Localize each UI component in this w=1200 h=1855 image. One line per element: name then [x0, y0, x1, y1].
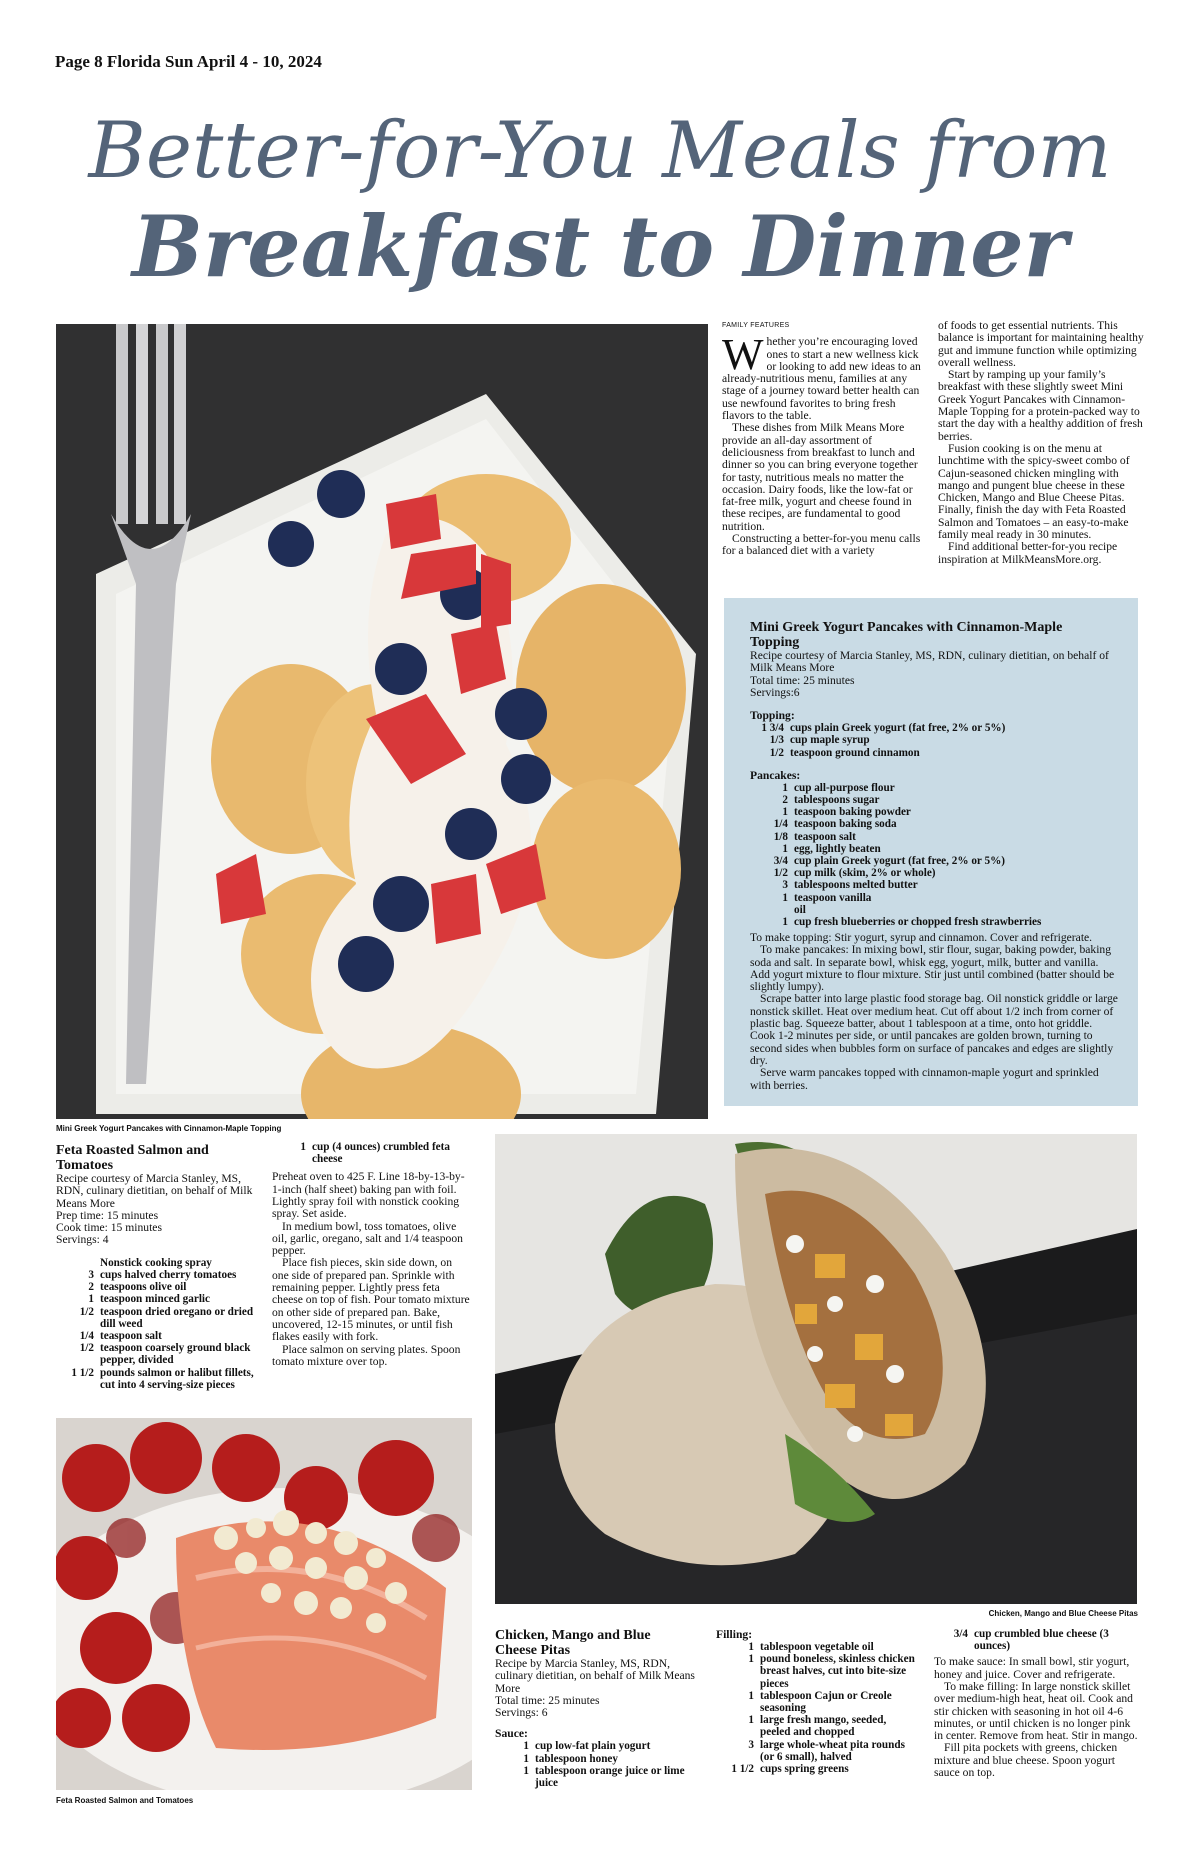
- ingredient-row: [716, 1690, 916, 1714]
- pitas-photo: [495, 1134, 1137, 1604]
- direction-paragraph: Place fish pieces, skin side down, on one side of prepared pan. Sprinkle with remaining pepper. Lightly press feta cheese on top of fish. Pour tomato mixture on other side of prepared pan. Bake, uncovered, 12-15 minutes, or until fish flakes easily with fork.: [272, 1256, 470, 1344]
- ingredient-row: [750, 916, 1112, 928]
- sauce-list: [495, 1740, 695, 1789]
- ingredient-row: [750, 806, 1112, 818]
- pancakes-photo: [56, 324, 708, 1119]
- recipe-meta: Servings: 6: [495, 1706, 548, 1720]
- ingredient-row: [272, 1141, 470, 1165]
- ingredient-row: [750, 892, 1112, 904]
- pancakes-recipe-title: Mini Greek Yogurt Pancakes with Cinnamon-Maple Topping: [750, 620, 1063, 650]
- ingredient-quantity: 1/2: [79, 1305, 94, 1318]
- salmon-photo-caption: Feta Roasted Salmon and Tomatoes: [56, 1796, 194, 1805]
- ingredient-quantity: 1/8: [773, 830, 788, 843]
- intro-paragraph: Find additional better-for-you recipe inspiration at MilkMeansMore.org.: [938, 540, 1118, 566]
- ingredient-text: pounds salmon or halibut fillets, cut into 4 serving-size pieces: [100, 1366, 254, 1391]
- ingredient-row: [495, 1765, 695, 1789]
- direction-paragraph: Preheat oven to 425 F. Line 18-by-13-by-1-inch (half sheet) baking pan with foil. Lightly spray foil with nonstick cooking spray. Set aside.: [272, 1170, 465, 1221]
- filling-label: Filling:: [716, 1628, 753, 1641]
- recipe-meta: Servings: 4: [56, 1233, 109, 1247]
- ingredient-text: teaspoon coarsely ground black pepper, divided: [100, 1342, 251, 1367]
- ingredient-quantity: 3/4: [773, 855, 788, 868]
- pitas-photo-caption: Chicken, Mango and Blue Cheese Pitas: [988, 1609, 1138, 1618]
- ingredient-row: [750, 794, 1112, 806]
- ingredient-row: [56, 1257, 256, 1269]
- intro-paragraph: Constructing a better-for-you menu calls for a balanced diet with a variety: [722, 532, 921, 558]
- filling-list: [716, 1641, 916, 1775]
- recipe-meta: Cook time: 15 minutes: [56, 1221, 162, 1235]
- recipe-meta: Recipe courtesy of Marcia Stanley, MS, RDN, culinary dietitian, on behalf of Milk Means More: [750, 649, 1109, 675]
- pancakes-label: Pancakes:: [750, 768, 801, 782]
- ingredient-quantity: 2: [782, 794, 788, 806]
- ingredient-text: tablespoons melted butter: [794, 879, 918, 892]
- ingredient-row: [750, 747, 1112, 759]
- ingredient-text: cups plain Greek yogurt (fat free, 2% or 5%): [790, 722, 1006, 735]
- pitas-recipe-column-3: [934, 1628, 1138, 1779]
- ingredient-row: [716, 1641, 916, 1653]
- ingredient-text: cup fresh blueberries or chopped fresh strawberries: [794, 916, 1042, 929]
- ingredient-quantity: 1: [782, 806, 788, 819]
- ingredient-row: [716, 1739, 916, 1763]
- headline-line-1: Better-for-You Meals from: [88, 106, 1112, 196]
- ingredient-text: large fresh mango, seeded, peeled and chopped: [760, 1714, 887, 1739]
- ingredient-row: [750, 818, 1112, 830]
- ingredient-quantity: 1: [523, 1752, 529, 1765]
- ingredient-text: cup plain Greek yogurt (fat free, 2% or 5%): [794, 855, 1005, 868]
- direction-paragraph: In medium bowl, toss tomatoes, olive oil, garlic, oregano, salt and 1/4 teaspoon pepper.: [272, 1219, 463, 1258]
- ingredient-text: tablespoon orange juice or lime juice: [535, 1764, 685, 1790]
- ingredient-row: [750, 831, 1112, 843]
- page-folio: Page 8 Florida Sun April 4 - 10, 2024: [55, 52, 322, 71]
- ingredient-text: teaspoon baking soda: [794, 818, 897, 831]
- ingredient-quantity: 1/2: [773, 867, 788, 880]
- ingredient-quantity: 1: [523, 1740, 529, 1753]
- recipe-meta: Total time: 25 minutes: [750, 673, 855, 687]
- ingredient-row: [56, 1342, 256, 1366]
- ingredient-quantity: 1: [748, 1641, 754, 1653]
- ingredient-quantity: 1: [782, 891, 788, 904]
- ingredient-text: large whole-wheat pita rounds (or 6 small), halved: [760, 1738, 905, 1763]
- intro-paragraph: Start by ramping up your family’s breakfast with these slightly sweet Mini Greek Yogurt Pancakes with Cinnamon-Maple Topping for a protein-packed way to start the day with a healthy addition of fresh berries.: [938, 368, 1143, 443]
- ingredient-quantity: 3: [88, 1268, 94, 1281]
- salmon-recipe-column-1: [56, 1143, 256, 1391]
- ingredient-text: teaspoon ground cinnamon: [790, 746, 920, 759]
- ingredient-quantity: 1 3/4: [761, 722, 784, 735]
- pitas-recipe-column-2: [716, 1628, 916, 1775]
- ingredient-text: pound boneless, skinless chicken breast halves, cut into bite-size pieces: [760, 1653, 915, 1690]
- sauce-label: Sauce:: [495, 1727, 528, 1741]
- ingredient-quantity: 1/3: [769, 734, 784, 747]
- ingredient-row: [750, 734, 1112, 746]
- salmon-ingredients-list: [56, 1257, 256, 1391]
- pancakes-recipe-box: [724, 598, 1138, 1106]
- pancake-directions: [750, 932, 1118, 1092]
- ingredient-row: [716, 1653, 916, 1690]
- ingredient-quantity: 1/2: [79, 1342, 94, 1355]
- intro-paragraph: These dishes from Milk Means More provide an all-day assortment of deliciousness from breakfast to lunch and dinner so you can bring everyone together for tasty, nutritious meals no matter the occasion. Dairy foods, like the low-fat or fat-free milk, yogurt and cheese found in these recipes, are fundamental to good nutrition.: [722, 421, 918, 533]
- kicker: FAMILY FEATURES: [722, 322, 790, 329]
- ingredient-row: [56, 1269, 256, 1281]
- ingredient-text: cup (4 ounces) crumbled feta cheese: [312, 1141, 450, 1166]
- recipe-meta: Prep time: 15 minutes: [56, 1208, 159, 1222]
- ingredient-quantity: 1: [88, 1293, 94, 1306]
- salmon-directions: [272, 1171, 470, 1368]
- ingredient-text: tablespoon honey: [535, 1752, 618, 1765]
- ingredient-quantity: 3/4: [953, 1628, 968, 1640]
- pitas-recipe-column-1: [495, 1628, 695, 1789]
- ingredient-quantity: 1/4: [79, 1330, 94, 1342]
- ingredient-quantity: 1: [782, 916, 788, 929]
- ingredient-quantity: 1/4: [773, 818, 788, 831]
- ingredient-quantity: 1: [523, 1764, 529, 1777]
- pancakes-photo-caption: Mini Greek Yogurt Pancakes with Cinnamon-Maple Topping: [56, 1124, 282, 1133]
- salmon-recipe-column-2: [272, 1141, 470, 1368]
- topping-label: Topping:: [750, 709, 795, 723]
- direction-paragraph: To make sauce: In small bowl, stir yogurt, honey and juice. Cover and refrigerate.: [934, 1655, 1130, 1681]
- pitas-recipe-title: Chicken, Mango and Blue Cheese Pitas: [495, 1628, 651, 1658]
- ingredient-text: tablespoon vegetable oil: [760, 1641, 874, 1653]
- ingredient-text: cups spring greens: [760, 1763, 849, 1776]
- ingredient-text: Nonstick cooking spray: [100, 1256, 212, 1269]
- ingredient-quantity: 1: [748, 1714, 754, 1727]
- recipe-meta: Servings:6: [750, 685, 800, 699]
- ingredient-row: [750, 904, 1112, 916]
- ingredient-row: [750, 843, 1112, 855]
- ingredient-quantity: 1: [300, 1141, 306, 1153]
- intro-column-1: [722, 320, 922, 558]
- ingredient-text: cup maple syrup: [790, 734, 870, 747]
- direction-paragraph: Fill pita pockets with greens, chicken mixture and blue cheese. Spoon yogurt sauce on top.: [934, 1741, 1118, 1780]
- salmon-ingredients-list-2: [272, 1141, 470, 1165]
- ingredient-row: [495, 1740, 695, 1752]
- ingredient-quantity: 1 1/2: [71, 1366, 94, 1379]
- direction-paragraph: Place salmon on serving plates. Spoon tomato mixture over top.: [272, 1342, 461, 1368]
- ingredient-text: teaspoon salt: [100, 1330, 162, 1342]
- ingredient-text: teaspoon minced garlic: [100, 1293, 211, 1306]
- intro-column-2: [938, 320, 1148, 566]
- ingredient-text: teaspoon dried oregano or dried dill weed: [100, 1305, 254, 1330]
- direction-paragraph: To make topping: Stir yogurt, syrup and cinnamon. Cover and refrigerate.: [750, 931, 1093, 944]
- drop-cap: W: [722, 330, 764, 380]
- ingredient-text: egg, lightly beaten: [794, 842, 881, 855]
- ingredient-text: cup crumbled blue cheese (3 ounces): [974, 1628, 1109, 1653]
- ingredient-row: [56, 1293, 256, 1305]
- ingredient-text: teaspoon vanilla: [794, 891, 872, 904]
- ingredient-text: cup milk (skim, 2% or whole): [794, 867, 936, 880]
- ingredient-text: teaspoon salt: [794, 830, 856, 843]
- intro-paragraph: of foods to get essential nutrients. This balance is important for maintaining healthy gut and immune function while optimizing overall wellness.: [938, 319, 1144, 369]
- pitas-directions: [934, 1656, 1138, 1779]
- pancake-ingredients-list: [750, 782, 1112, 928]
- ingredient-quantity: 1/2: [769, 746, 784, 759]
- ingredient-quantity: [56, 1257, 100, 1269]
- salmon-photo: [56, 1418, 472, 1790]
- ingredient-row: [934, 1628, 1138, 1652]
- ingredient-text: cups halved cherry tomatoes: [100, 1268, 237, 1281]
- direction-paragraph: To make filling: In large nonstick skillet over medium-high heat, heat oil. Cook and stir chicken with seasoning in hot oil 4-6 minutes, or until chicken is no longer pink in center. Remove from heat. Stir in mango.: [934, 1680, 1138, 1743]
- direction-paragraph: Scrape batter into large plastic food storage bag. Oil nonstick griddle or large nonstick skillet. Heat over medium heat. Cut off about 1/2 inch from corner of plastic bag. Squeeze batter, about 1 tablespoon at a time, onto hot griddle. Cook 1-2 minutes per side, or until pancakes are golden brown, turning to second sides when bubbles form on surface of pancakes and edges are slightly dry.: [750, 992, 1118, 1067]
- topping-list: [750, 722, 1112, 759]
- ingredient-row: [716, 1714, 916, 1738]
- ingredient-text: tablespoon Cajun or Creole seasoning: [760, 1689, 892, 1715]
- ingredient-quantity: 3: [782, 879, 788, 892]
- ingredient-row: [716, 1763, 916, 1775]
- ingredient-text: teaspoons olive oil: [100, 1281, 187, 1294]
- direction-paragraph: Serve warm pancakes topped with cinnamon-maple yogurt and sprinkled with berries.: [750, 1066, 1099, 1092]
- ingredient-text: oil: [794, 903, 806, 916]
- salmon-recipe-title: Feta Roasted Salmon and Tomatoes: [56, 1143, 209, 1173]
- ingredient-row: [495, 1753, 695, 1765]
- recipe-meta: Recipe courtesy of Marcia Stanley, MS, RDN, culinary dietitian, on behalf of Milk Means More: [56, 1172, 253, 1210]
- ingredient-quantity: 1: [782, 842, 788, 855]
- recipe-meta: Total time: 25 minutes: [495, 1693, 600, 1707]
- ingredient-quantity: 1: [782, 781, 788, 794]
- ingredient-row: [56, 1330, 256, 1342]
- ingredient-quantity: [750, 904, 794, 916]
- ingredient-text: teaspoon baking powder: [794, 806, 911, 819]
- ingredient-row: [56, 1306, 256, 1330]
- recipe-meta: Recipe by Marcia Stanley, MS, RDN, culinary dietitian, on behalf of Milk Means More: [495, 1657, 695, 1695]
- ingredient-quantity: 3: [748, 1738, 754, 1751]
- ingredient-row: [750, 722, 1112, 734]
- ingredient-row: [750, 879, 1112, 891]
- ingredient-text: tablespoons sugar: [794, 794, 880, 806]
- direction-paragraph: To make pancakes: In mixing bowl, stir flour, sugar, baking powder, baking soda and salt. In separate bowl, whisk egg, yogurt, milk, butter and vanilla. Add yogurt mixture to flour mixture. Stir just until combined (batter should be slightly lumpy).: [750, 943, 1115, 994]
- filling-list-3: [934, 1628, 1138, 1652]
- ingredient-quantity: 2: [88, 1281, 94, 1294]
- ingredient-quantity: 1 1/2: [731, 1763, 754, 1776]
- ingredient-quantity: 1: [748, 1653, 754, 1666]
- ingredient-text: cup all-purpose flour: [794, 781, 895, 794]
- ingredient-row: [750, 867, 1112, 879]
- ingredient-row: [56, 1367, 256, 1391]
- intro-paragraph: hether you’re encouraging loved ones to start a new wellness kick or looking to add new ideas to an already-nutritious menu, families at any stage of a journey toward better health can use newfound favorites to bring fresh flavors to the table.: [722, 335, 921, 423]
- ingredient-text: cup low-fat plain yogurt: [535, 1740, 651, 1753]
- headline-line-2: Breakfast to Dinner: [132, 197, 1068, 296]
- ingredient-row: [56, 1281, 256, 1293]
- ingredient-quantity: 1: [748, 1689, 754, 1702]
- ingredient-row: [750, 855, 1112, 867]
- ingredient-row: [750, 782, 1112, 794]
- intro-paragraph: Fusion cooking is on the menu at lunchtime with the spicy-sweet combo of Cajun-seasoned chicken mingling with mango and pungent blue cheese in these Chicken, Mango and Blue Cheese Pitas. Finally, finish the day with Feta Roasted Salmon and Tomatoes – an easy-to-make family meal ready in 30 minutes.: [938, 441, 1130, 542]
